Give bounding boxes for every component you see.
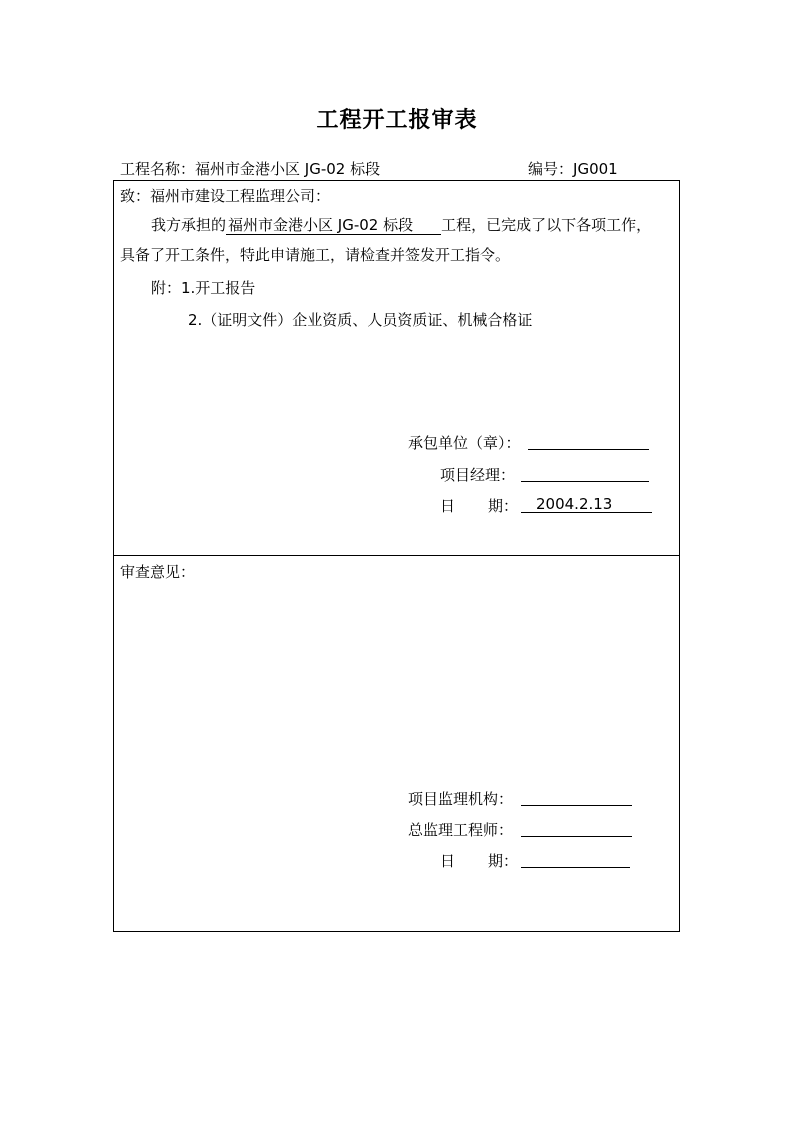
- chief-engineer-line: [521, 819, 632, 837]
- form-number-line: [528, 158, 618, 179]
- supervision-org-line: [521, 788, 632, 806]
- section-divider: [113, 555, 680, 556]
- project-name-value: 福州市金港小区 JG-02 标段: [195, 160, 381, 178]
- form-number-value: JG001: [573, 160, 618, 178]
- body-project-field: 福州市金港小区 JG-02 标段: [226, 216, 441, 235]
- addressee-line: 致：福州市建设工程监理公司：: [120, 187, 331, 205]
- form-number-label: 编号：: [528, 160, 574, 178]
- body-prefix: 我方承担的: [151, 216, 227, 234]
- attachment-2: 2.（证明文件）企业资质、人员资质证、机械合格证: [188, 311, 533, 329]
- application-date-value: 2004.2.13: [536, 495, 613, 513]
- project-manager-label: 项目经理：: [440, 466, 516, 484]
- application-date-label-2: 期：: [488, 497, 519, 515]
- project-manager-line: [521, 464, 649, 482]
- review-heading: 审查意见：: [120, 563, 196, 581]
- contractor-signature-line: [528, 432, 649, 450]
- supervision-org-label: 项目监理机构：: [408, 790, 514, 808]
- body-suffix: 工程，已完成了以下各项工作，: [441, 216, 652, 234]
- application-date-label-1: 日: [440, 497, 456, 515]
- review-date-label-1: 日: [440, 852, 456, 870]
- application-body-line-2: 具备了开工条件，特此申请施工，请检查并签发开工指令。: [120, 246, 511, 264]
- application-body-line-1: [151, 214, 651, 235]
- review-date-line: [521, 850, 630, 868]
- form-title: 工程开工报审表: [316, 108, 478, 133]
- application-date-field: [521, 495, 652, 513]
- contractor-signature-label: 承包单位（章）：: [408, 434, 521, 452]
- project-name-label: 工程名称：: [120, 160, 196, 178]
- project-name-line: [120, 158, 380, 179]
- attachment-1: 附：1.开工报告: [151, 279, 256, 297]
- chief-engineer-label: 总监理工程师：: [408, 821, 514, 839]
- review-date-label-2: 期：: [488, 852, 519, 870]
